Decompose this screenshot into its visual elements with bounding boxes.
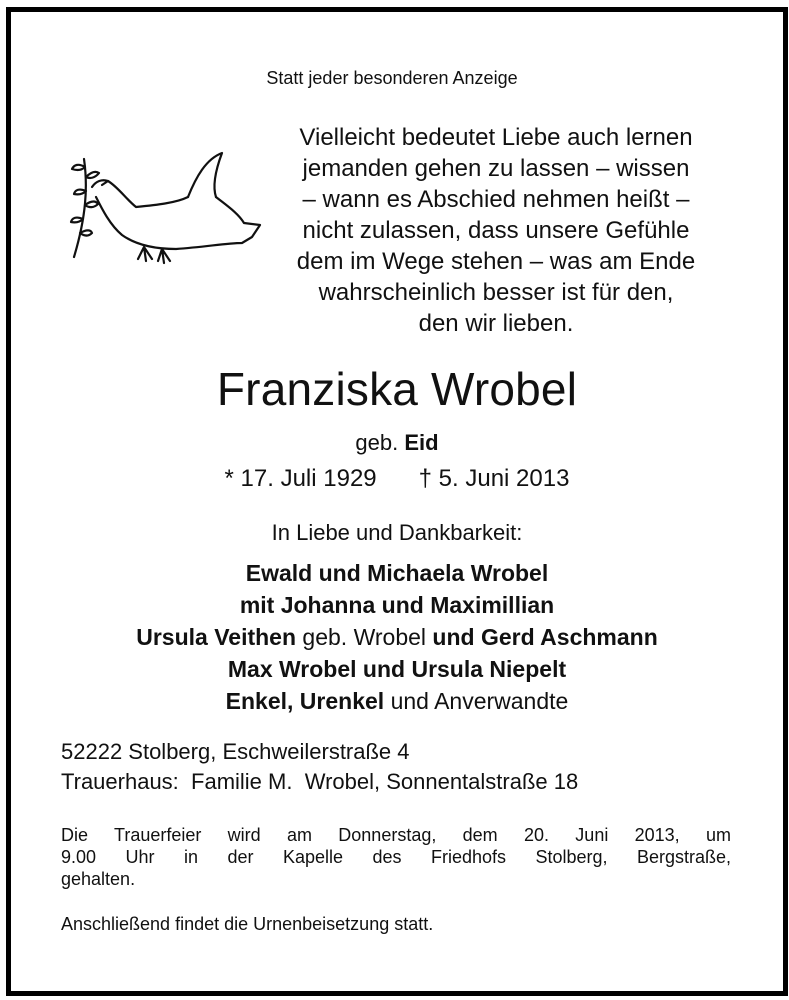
mourning-house-line: Trauerhaus: Familie M. Wrobel, Sonnentalstraße 18: [61, 769, 579, 794]
mourner-line: [11, 685, 783, 717]
funeral-line: gehalten.: [61, 869, 136, 889]
life-dates: [11, 465, 783, 493]
mourner-birth-name: geb. Wrobel: [302, 624, 427, 650]
mourner-line: [11, 621, 783, 653]
header-text: Statt jeder besonderen Anzeige: [266, 68, 518, 88]
mourners-intro: In Liebe und Dankbarkeit:: [271, 520, 523, 545]
mourner-name: Ursula Veithen: [136, 624, 297, 650]
poem: [256, 122, 736, 339]
address-block: [61, 737, 578, 797]
poem-line: wahrscheinlich besser ist für den,: [318, 279, 674, 306]
deceased-name: Franziska Wrobel: [216, 363, 578, 415]
poem-line: nicht zulassen, dass unsere Gefühle: [302, 217, 690, 244]
birth-date: * 17. Juli 1929: [224, 465, 377, 492]
mourner-grandchildren: Enkel, Urenkel: [225, 688, 385, 714]
mourner-line: Max Wrobel und Ursula Niepelt: [227, 656, 567, 682]
address-line: 52222 Stolberg, Eschweilerstraße 4: [61, 739, 410, 764]
funeral-notice: [61, 824, 731, 890]
header-notice: [11, 68, 783, 89]
poem-line: den wir lieben.: [418, 310, 574, 337]
obituary-frame: [6, 7, 788, 996]
death-date: † 5. Juni 2013: [418, 465, 570, 492]
birth-name-prefix: geb.: [355, 430, 399, 455]
birth-name: [11, 430, 783, 456]
poem-line: – wann es Abschied nehmen heißt –: [302, 186, 690, 213]
birth-name-value: Eid: [404, 430, 439, 455]
mourner-partner: und Gerd Aschmann: [432, 624, 658, 650]
funeral-line: 9.00 Uhr in der Kapelle des Friedhofs Stolberg, Bergstraße,: [61, 847, 731, 867]
poem-line: Vielleicht bedeutet Liebe auch lernen: [299, 124, 693, 151]
mourner-line: mit Johanna und Maximillian: [239, 592, 555, 618]
poem-line: dem im Wege stehen – was am Ende: [296, 248, 696, 275]
mourners-list: [11, 557, 783, 717]
mourner-line: Ewald und Michaela Wrobel: [245, 560, 549, 586]
urn-burial-notice: Anschließend findet die Urnenbeisetzung statt.: [61, 914, 434, 934]
funeral-line: Die Trauerfeier wird am Donnerstag, dem 20. Juni 2013, um: [61, 825, 731, 845]
poem-line: jemanden gehen zu lassen – wissen: [302, 155, 690, 182]
mourner-relatives: und Anverwandte: [390, 688, 569, 714]
dove-with-olive-branch-icon: [66, 147, 266, 267]
